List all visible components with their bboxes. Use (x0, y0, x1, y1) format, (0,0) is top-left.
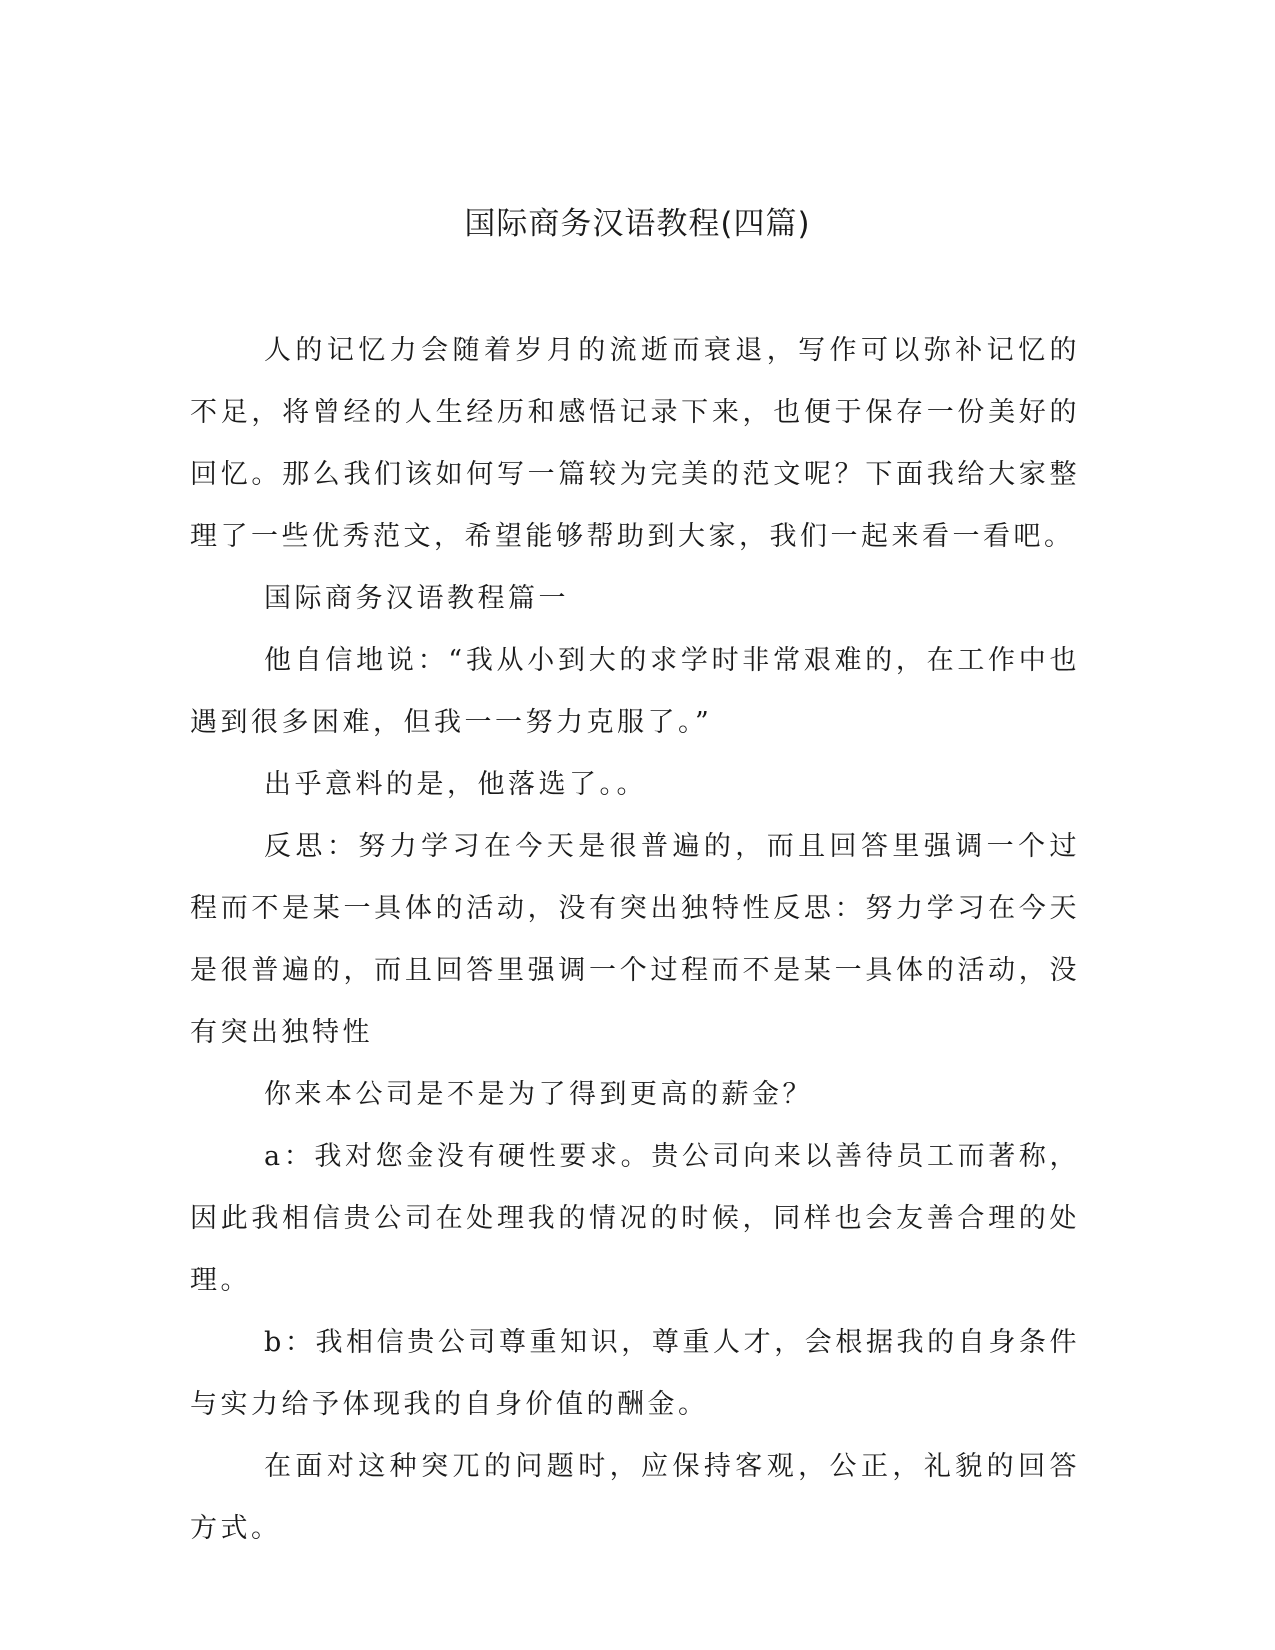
paragraph-advice: 在面对这种突兀的问题时，应保持客观，公正，礼貌的回答方式。 (190, 1451, 1080, 1544)
document-body (190, 320, 1080, 1560)
paragraph-intro: 人的记忆力会随着岁月的流逝而衰退，写作可以弥补记忆的不足，将曾经的人生经历和感悟记录下来，也便于保存一份美好的回忆。那么我们该如何写一篇较为完美的范文呢？下面我给大家整理了一些优秀范文，希望能够帮助到大家，我们一起来看一看吧。 (190, 335, 1080, 552)
document-title: 国际商务汉语教程(四篇) (464, 206, 811, 242)
paragraph-answer-a: a：我对您金没有硬性要求。贵公司向来以善待员工而著称，因此我相信贵公司在处理我的情况的时候，同样也会友善合理的处理。 (190, 1141, 1080, 1296)
paragraph-result: 出乎意料的是，他落选了。。 (264, 769, 647, 800)
paragraph-question: 你来本公司是不是为了得到更高的薪金？ (264, 1079, 813, 1110)
paragraph-reflection: 反思：努力学习在今天是很普遍的，而且回答里强调一个过程而不是某一具体的活动，没有突出独特性反思：努力学习在今天是很普遍的，而且回答里强调一个过程而不是某一具体的活动，没有突出独特性 (190, 831, 1080, 1048)
paragraph-answer-b: b：我相信贵公司尊重知识，尊重人才，会根据我的自身条件与实力给予体现我的自身价值的酬金。 (190, 1327, 1080, 1420)
section-heading: 国际商务汉语教程篇一 (264, 583, 569, 614)
paragraph-quote: 他自信地说：“我从小到大的求学时非常艰难的，在工作中也遇到很多困难，但我一一努力克服了。” (190, 645, 1080, 738)
